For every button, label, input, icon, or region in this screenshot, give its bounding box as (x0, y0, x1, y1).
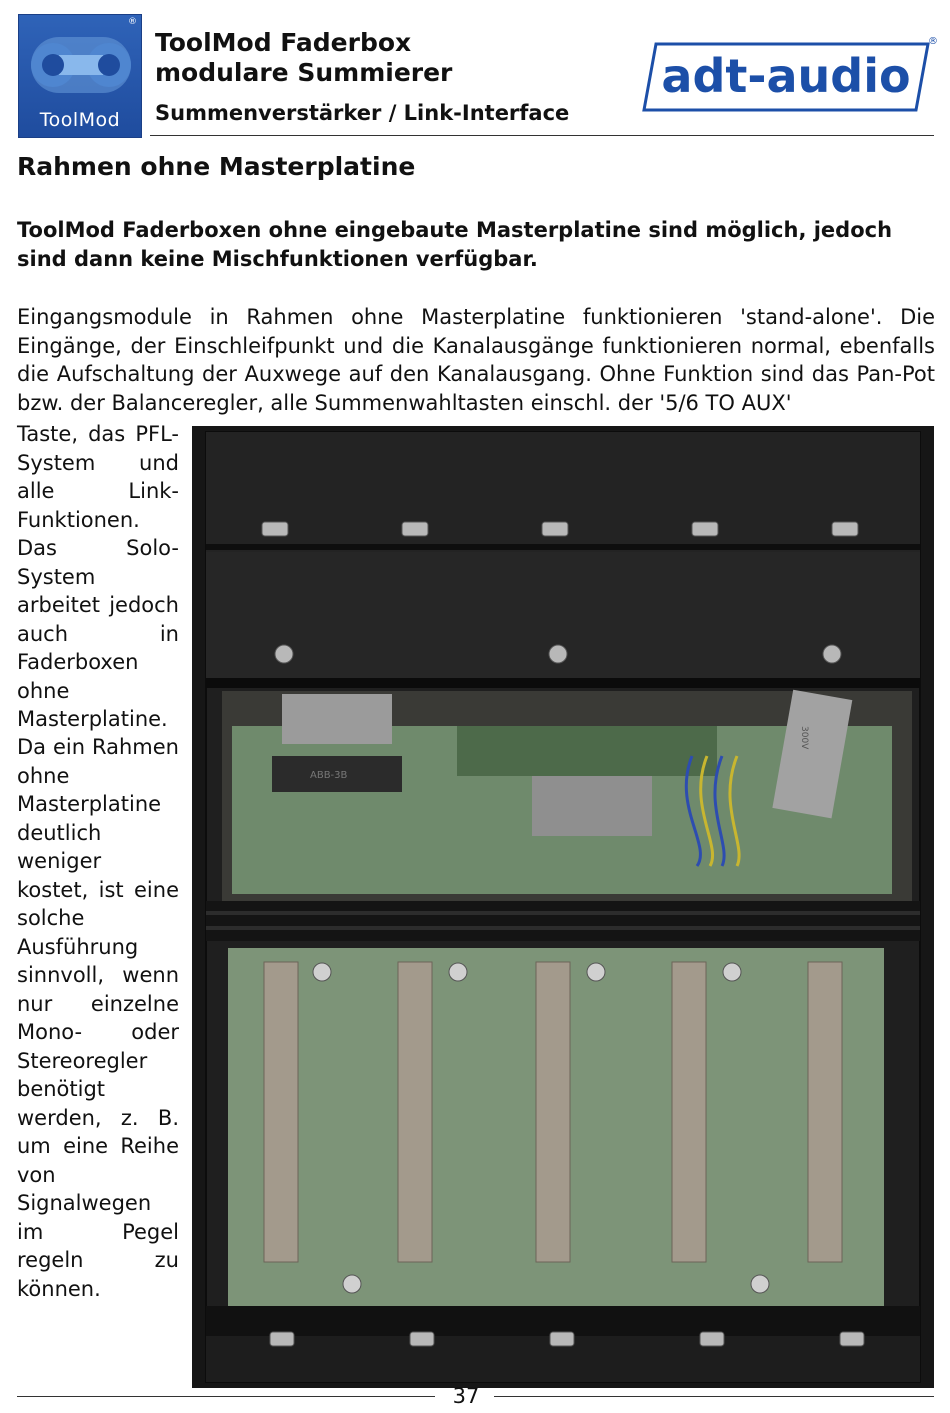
lead-paragraph: ToolMod Faderboxen ohne eingebaute Masterplatine sind möglich, jedoch sind dann keine Mischfunktionen verfügbar. (17, 218, 893, 271)
body-column-1: Taste, das PFL-System und alle Link-Funktionen. Das Solo-System arbeitet jedoch auch in Faderboxen ohne Masterplatine. (17, 422, 179, 731)
logo-wordmark: ToolMod (39, 109, 121, 131)
section-title: Rahmen ohne Masterplatine (17, 152, 416, 181)
header-subtitle: Summenverstärker / Link-Interface (155, 101, 570, 125)
header-title (155, 28, 452, 88)
header-title-line2: modulare Summierer (155, 58, 453, 87)
footer-rule-left (17, 1396, 435, 1397)
header-divider (150, 135, 934, 136)
ribbon-label: ABB-3B (310, 770, 348, 781)
faderbox-photo (192, 426, 934, 1388)
brand-registered-mark: ® (928, 36, 938, 47)
header-title-line1: ToolMod Faderbox (155, 28, 412, 57)
toolmod-logo (18, 14, 142, 138)
page-number: 37 (452, 1384, 480, 1408)
cable-label: 300V (799, 726, 809, 750)
body-paragraph: Eingangsmodule in Rahmen ohne Masterplatine funktionieren 'stand-alone'. Die Eingänge, der Einschleifpunkt und die Kanalausgänge funktionieren normal, ebenfalls die Aufschaltung der Auxwege auf den Kanalausgang. Ohne Funktion sind das Pan-Pot bzw. der Balanceregler, alle Summenwahltasten einschl. der '5/6 TO AUX' (17, 305, 935, 415)
toolmod-logo-icon (19, 15, 143, 115)
registered-mark: ® (128, 17, 137, 27)
adt-audio-logo (638, 36, 938, 116)
brand-name: adt-audio (661, 49, 911, 103)
body-column-2: Da ein Rahmen ohne Masterplatine deutlich weniger kostet, ist eine solche Ausführung sinnvoll, wenn nur einzelne Mono- oder Stereoregler benötigt werden, z. B. um eine Reihe von Signalwegen im Pegel regeln zu können. (17, 735, 179, 1301)
footer-rule-right (494, 1396, 934, 1397)
